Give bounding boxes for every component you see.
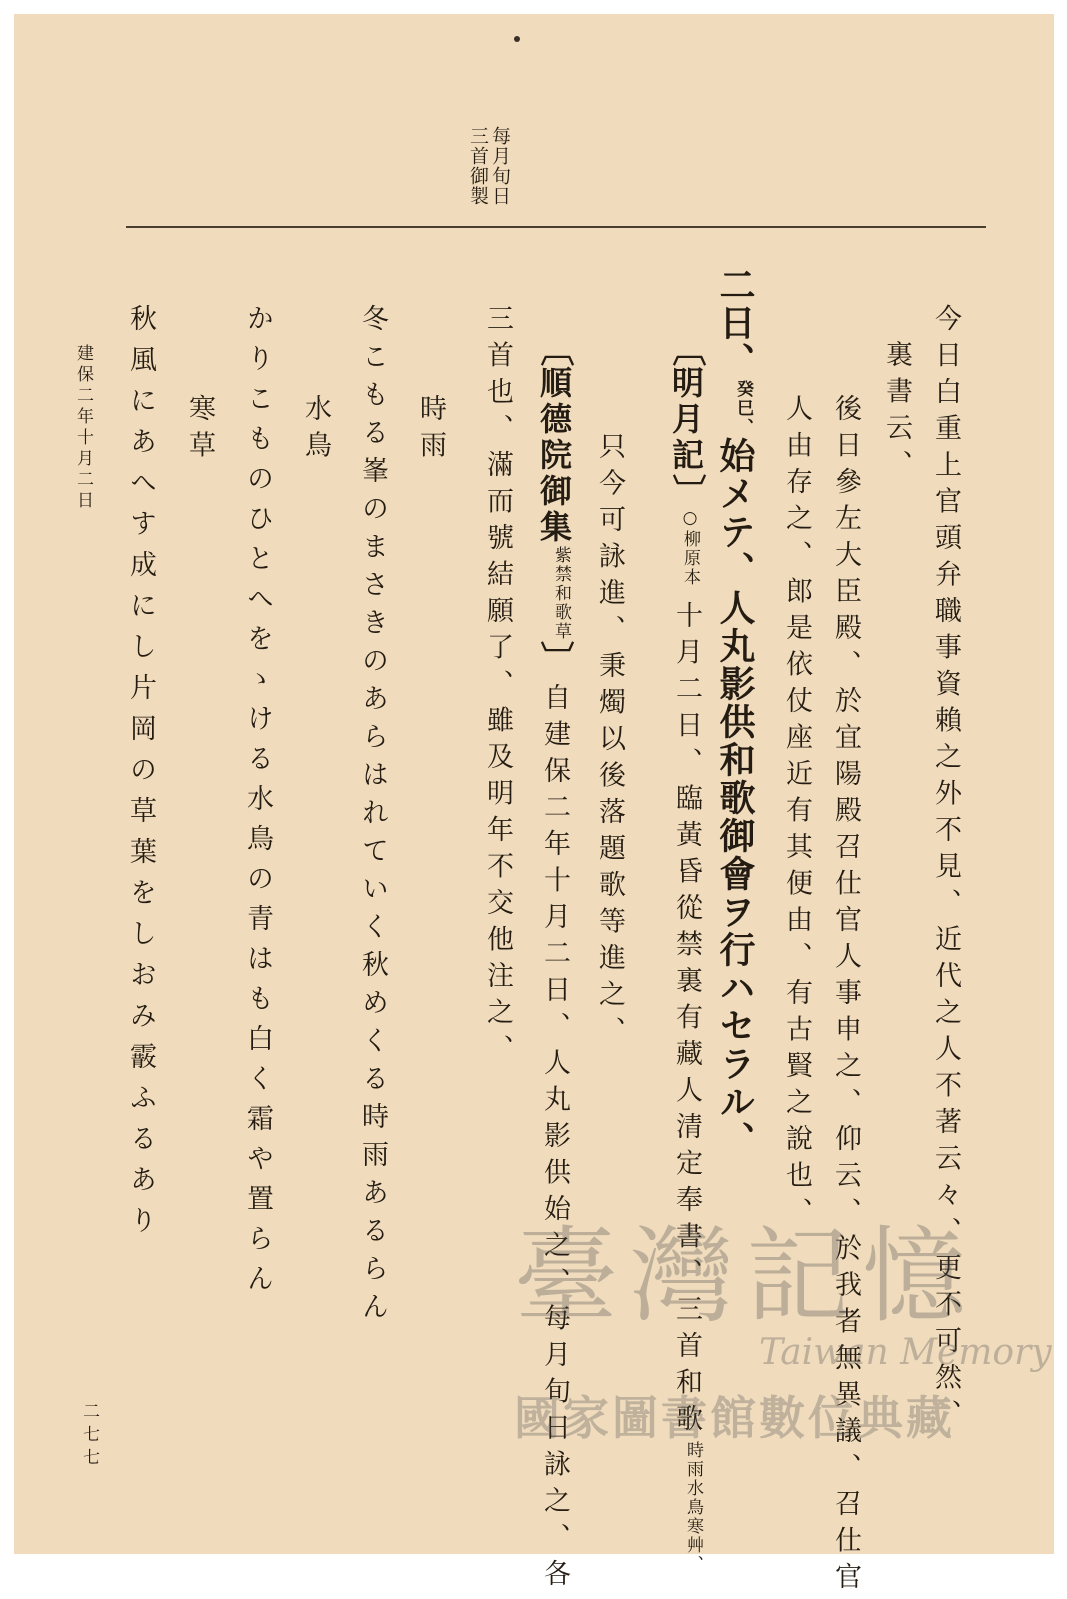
source-title-juntoku: 順德院御集	[535, 366, 573, 546]
body-line-7: 只今可詠進、秉燭以後落題歌等進之、	[594, 432, 625, 1053]
meigetsuki-text: 十月二日、臨黃昏從禁裏有藏人清定奉書、三首和歌	[671, 601, 702, 1441]
poem-topics-note: 時雨水鳥寒艸、	[683, 1440, 703, 1574]
watermark-logo: 臺灣記憶	[514, 1215, 979, 1337]
running-header-line-1: 每月旬日	[488, 126, 511, 206]
bracket-close: 〕	[534, 641, 574, 675]
body-line-4: 人由存之、郎是依仗座近有其便由、有古賢之說也、	[781, 394, 812, 1234]
poem-title-shigure: 時雨	[415, 394, 446, 467]
poem-title-mizudori: 水鳥	[300, 394, 331, 467]
running-header-line-2: 三首御製	[466, 126, 489, 206]
juntoku-text: 自建保二年十月二日、人丸影供始之、每月旬日詠之、各	[539, 683, 570, 1596]
body-line-9: 三首也、滿而號結願了、雖及明年不交他注之、	[482, 304, 513, 1071]
poem-shigure: 冬こもる峯のまさきのあらはれていく秋めくる時雨あるらん	[357, 304, 388, 1330]
bracket-open: 〔	[534, 332, 574, 366]
entry-heading: 始メテ、人丸影供和歌御會ヲ行ハセラル、	[714, 437, 756, 1159]
bracket-close: 〕	[666, 474, 706, 508]
watermark-subtitle: 國家圖書館數位典藏	[514, 1391, 955, 1445]
bracket-open: 〔	[666, 332, 706, 366]
source-note-meigetsuki: ○柳原本	[680, 508, 700, 587]
source-title-meigetsuki: 明月記	[667, 366, 705, 474]
poem-title-kansou: 寒草	[184, 394, 215, 467]
poem-mizudori: かりこものひとへをゝける水鳥の青はも白く霜や置らん	[242, 304, 273, 1304]
ink-spot	[514, 36, 520, 42]
poem-kansou: 秋風にあへす成にし片岡の草葉をしおみ霰ふるあり	[125, 304, 156, 1247]
watermark-english: Taiwan Memory	[759, 1332, 1052, 1373]
source-note-juntoku: 紫禁和歌草	[551, 546, 571, 641]
page-number: 二七七	[79, 1402, 99, 1471]
header-rule	[126, 226, 986, 228]
entry-date: 二日、	[714, 266, 756, 380]
entry-date-note: 癸巳、	[733, 380, 753, 437]
book-page	[14, 14, 1054, 1599]
body-line-2: 裏書云、	[881, 340, 912, 486]
footer-date: 建保二年十月二日	[73, 344, 93, 512]
body-line-3: 後日參左大臣殿、於宜陽殿召仕官人事申之、仰云、於我者無異議、召仕官	[830, 394, 861, 1599]
body-line-1: 今日白重上官頭弁職事資賴之外不見、近代之人不著云々、更不可然、	[930, 304, 961, 1436]
entry-heading-line	[714, 266, 756, 1159]
